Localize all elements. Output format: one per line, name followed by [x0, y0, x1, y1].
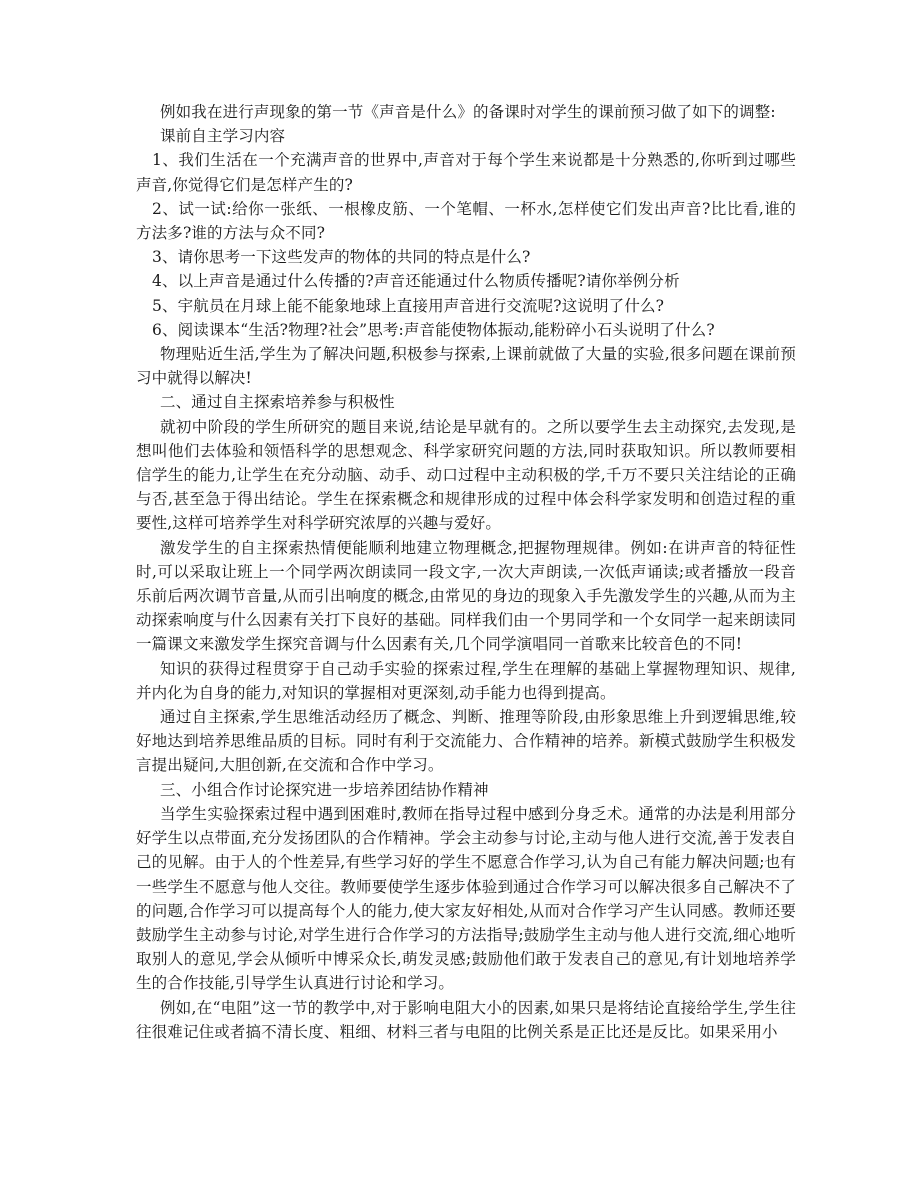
body-paragraph: 例如,在“电阻”这一节的教学中,对于影响电阻大小的因素,如果只是将结论直接给学生,学生往往很难记住或者搞不清长度、粗细、材料三者与电阻的比例关系是正比还是反比。如果采用小 [136, 998, 796, 1041]
intro-paragraph: 例如我在进行声现象的第一节《声音是什么》的备课时对学生的课前预习做了如下的调整: [160, 103, 776, 121]
question-2: 2、试一试:给你一张纸、一根橡皮筋、一个笔帽、一杯水,怎样使它们发出声音?比比看,谁的方法多?谁的方法与众不同? [136, 199, 796, 243]
document-body [136, 100, 796, 1044]
question-3: 3、请你思考一下这些发声的物体的共同的特点是什么? [152, 248, 531, 267]
question-4: 4、以上声音是通过什么传播的?声音还能通过什么物质传播呢?请你举例分析 [152, 272, 680, 291]
body-paragraph: 就初中阶段的学生所研究的题目来说,结论是早就有的。之所以要学生去主动探究,去发现,是想叫他们去体验和领悟科学的思想观念、科学家研究问题的方法,同时获取知识。所以教师要相信学生的能力,让学生在充分动脑、动手、动口过程中主动积极的学,千万不要只关注结论的正确与否,甚至急于得出结论。学生在探索概念和规律形成的过程中体会科学家发明和创造过程的重要性,这样可培养学生对科学研究浓厚的兴趣与爱好。 [136, 417, 796, 533]
section-heading-3: 三、小组合作讨论探究进一步培养团结协作精神 [160, 780, 489, 799]
body-paragraph: 物理贴近生活,学生为了解决问题,积极参与探索,上课前就做了大量的实验,很多问题在课前预习中就得以解决! [136, 345, 796, 388]
section-heading-2: 二、通过自主探索培养参与积极性 [160, 393, 395, 412]
body-paragraph: 当学生实验探索过程中遇到困难时,教师在指导过程中感到分身乏术。通常的办法是利用部分好学生以点带面,充分发扬团队的合作精神。学会主动参与讨论,主动与他人进行交流,善于发表自己的见解。由于人的个性差异,有些学习好的学生不愿意合作学习,认为自己有能力解决问题;也有一些学生不愿意与他人交往。教师要使学生逐步体验到通过合作学习可以解决很多自己解决不了的问题,合作学习可以提高每个人的能力,使大家友好相处,从而对合作学习产生认同感。教师还要鼓励学生主动参与讨论,对学生进行合作学习的方法指导;鼓励学生主动与他人进行交流,细心地听取别人的意见,学会从倾听中博采众长,萌发灵感;鼓励他们敢于发表自己的意见,有计划地培养学生的合作技能,引导学生认真进行讨论和学习。 [136, 804, 796, 993]
body-paragraph: 知识的获得过程贯穿于自己动手实验的探索过程,学生在理解的基础上掌握物理知识、规律,并内化为自身的能力,对知识的掌握相对更深刻,动手能力也得到提高。 [136, 659, 796, 702]
body-paragraph: 激发学生的自主探索热情便能顺利地建立物理概念,把握物理规律。例如:在讲声音的特征性时,可以采取让班上一个同学两次朗读同一段文字,一次大声朗读,一次低声诵读;或者播放一段音乐前后两次调节音量,从而引出响度的概念,由常见的身边的现象入手先激发学生的兴趣,从而为主动探索响度与什么因素有关打下良好的基础。同样我们由一个男同学和一个女同学一起来朗读同一篇课文来激发学生探究音调与什么因素有关,几个同学演唱同一首歌来比较音色的不同! [136, 538, 796, 654]
question-6: 6、阅读课本“生活?物理?社会”思考:声音能使物体振动,能粉碎小石头说明了什么? [152, 320, 715, 339]
body-paragraph: 通过自主探索,学生思维活动经历了概念、判断、推理等阶段,由形象思维上升到逻辑思维,较好地达到培养思维品质的目标。同时有利于交流能力、合作精神的培养。新模式鼓励学生积极发言提出疑问,大胆创新,在交流和合作中学习。 [136, 708, 796, 775]
section-subtitle: 课前自主学习内容 [160, 127, 286, 146]
question-1: 1、我们生活在一个充满声音的世界中,声音对于每个学生来说都是十分熟悉的,你听到过哪些声音,你觉得它们是怎样产生的? [136, 151, 796, 194]
question-5: 5、宇航员在月球上能不能象地球上直接用声音进行交流呢?这说明了什么? [152, 296, 665, 315]
